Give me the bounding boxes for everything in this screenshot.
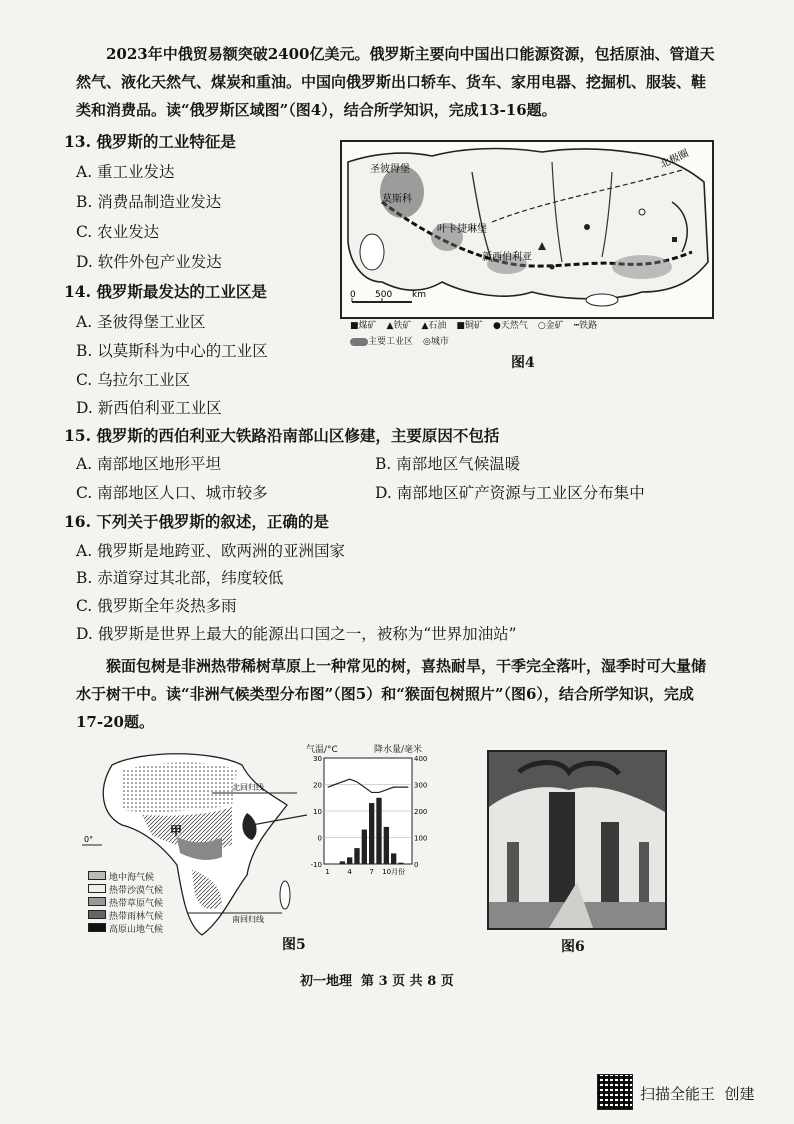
- legend-gold: ○金矿: [537, 321, 564, 331]
- q15-option-c: C. 南部地区人口、城市较多: [76, 484, 268, 502]
- precip-bar: [347, 857, 352, 864]
- scale-zero: 0: [350, 290, 356, 300]
- scale-500: 500: [375, 290, 393, 300]
- label-yekaterinburg: 叶卡捷琳堡: [437, 224, 487, 235]
- q13-option-c: C. 农业发达: [76, 223, 160, 241]
- africa-map-legend: [88, 870, 198, 935]
- q13-option-d: D. 软件外包产业发达: [76, 253, 222, 271]
- baobab-photo-drawing: [489, 752, 665, 928]
- legend-mediterranean: 地中海气候: [88, 870, 198, 883]
- chart-temp-axis-label: 气温/°C: [306, 745, 338, 755]
- scale-unit: km: [412, 290, 426, 300]
- precip-bar: [340, 861, 345, 864]
- q16-option-d: D. 俄罗斯是世界上最大的能源出口国之一，被称为“世界加油站”: [76, 625, 517, 643]
- label-moscow: 莫斯科: [382, 194, 412, 205]
- precip-bar: [384, 827, 389, 864]
- q15-option-b: B. 南部地区气候温暖: [375, 455, 521, 473]
- legend-highland: 高原山地气候: [88, 922, 198, 935]
- label-tropic-cancer: 北回归线: [232, 783, 264, 792]
- legend-savanna: 热带草原气候: [88, 896, 198, 909]
- figure-5-caption: 图5: [282, 937, 306, 953]
- legend-industry: 主要工业区: [350, 334, 413, 347]
- climate-chart: [306, 742, 432, 882]
- temp-tick-label: 10: [313, 808, 322, 816]
- precip-tick-label: 100: [414, 834, 428, 843]
- climate-chart-plot: [306, 754, 432, 882]
- legend-copper: ■铜矿: [456, 321, 483, 331]
- q14-option-c: C. 乌拉尔工业区: [76, 371, 191, 389]
- precip-bar: [391, 853, 396, 864]
- question-14-stem: 14. 俄罗斯最发达的工业区是: [64, 282, 267, 301]
- q15-option-a: A. 南部地区地形平坦: [76, 455, 222, 473]
- precip-bar: [362, 830, 367, 864]
- q16-option-a: A. 俄罗斯是地跨亚、欧两洲的亚洲国家: [76, 542, 346, 560]
- temp-tick-label: 20: [313, 781, 322, 790]
- russia-map: [340, 140, 714, 319]
- question-16-stem: 16. 下列关于俄罗斯的叙述，正确的是: [64, 512, 329, 531]
- intro-paragraph-13-16: 2023年中俄贸易额突破2400亿美元。俄罗斯主要向中国出口能源资源，包括原油、管道天然气、液化天然气、煤炭和重油。中国向俄罗斯出口轿车、货车、家用电器、挖掘机、服装、鞋类和消费品。读“俄罗斯区域图”（图4），结合所学知识，完成13-16题。: [76, 45, 715, 119]
- precip-tick-label: 0: [414, 861, 419, 869]
- q13-option-a: A. 重工业发达: [76, 163, 175, 181]
- precip-bar: [376, 798, 381, 864]
- precip-bar: [354, 848, 359, 864]
- month-tick-label: 7: [369, 868, 374, 876]
- month-tick-label: 4: [347, 868, 352, 876]
- precip-tick-label: 400: [414, 755, 428, 763]
- baobab-photo: [487, 750, 667, 930]
- temp-tick-label: -10: [310, 861, 322, 869]
- q13-option-b: B. 消费品制造业发达: [76, 193, 222, 211]
- legend-iron: ▲铁矿: [386, 321, 412, 331]
- legend-desert: 热带沙漠气候: [88, 883, 198, 896]
- russia-map-drawing: [342, 142, 712, 317]
- precip-tick-label: 300: [414, 781, 428, 790]
- figure-6-caption: 图6: [561, 939, 585, 955]
- label-arctic-circle: 北极圈: [658, 148, 691, 171]
- label-novosibirsk: 新西伯利亚: [482, 252, 532, 263]
- q14-option-b: B. 以莫斯科为中心的工业区: [76, 342, 268, 360]
- label-equator: 0°: [84, 835, 94, 844]
- temp-tick-label: 0: [317, 834, 322, 843]
- legend-oil: ▲石油: [421, 321, 447, 331]
- qr-code: [597, 1074, 633, 1110]
- precip-tick-label: 200: [414, 808, 428, 816]
- temp-tick-label: 30: [313, 755, 322, 763]
- precip-bar: [369, 803, 374, 864]
- q14-option-d: D. 新西伯利亚工业区: [76, 399, 222, 417]
- scanner-watermark: 扫描全能王 创建: [640, 1085, 755, 1103]
- q16-option-c: C. 俄罗斯全年炎热多雨: [76, 597, 237, 615]
- label-jia: 甲: [170, 824, 183, 838]
- figure-4-caption: 图4: [511, 355, 535, 371]
- legend-rail: ┅铁路: [573, 321, 598, 331]
- q16-option-b: B. 赤道穿过其北部，纬度较低: [76, 569, 284, 587]
- month-tick-label: 1: [325, 868, 330, 876]
- label-tropic-capricorn: 南回归线: [232, 915, 264, 924]
- legend-rainforest: 热带雨林气候: [88, 909, 198, 922]
- chart-precip-axis-label: 降水量/毫米: [374, 745, 423, 755]
- legend-coal: ■煤矿: [350, 321, 377, 331]
- legend-city: ◎城市: [423, 337, 449, 347]
- intro-paragraph-17-20: 猴面包树是非洲热带稀树草原上一种常见的树，喜热耐旱，干季完全落叶，湿季时可大量储水于树干中。读“非洲气候类型分布图”（图5）和“猴面包树照片”（图6），结合所学知识，完成17-20题。: [76, 657, 707, 731]
- q14-option-a: A. 圣彼得堡工业区: [76, 313, 206, 331]
- question-13-stem: 13. 俄罗斯的工业特征是: [64, 132, 236, 151]
- q15-option-d: D. 南部地区矿产资源与工业区分布集中: [375, 484, 645, 502]
- month-tick-label: 10月份: [382, 868, 406, 876]
- russia-map-legend: [350, 318, 710, 348]
- legend-gas: ●天然气: [492, 321, 528, 331]
- question-15-stem: 15. 俄罗斯的西伯利亚大铁路沿南部山区修建，主要原因不包括: [64, 426, 500, 445]
- precip-bar: [398, 863, 403, 864]
- label-st-petersburg: 圣彼得堡: [370, 164, 410, 175]
- page-footer: 初一地理 第 3 页 共 8 页: [300, 974, 454, 989]
